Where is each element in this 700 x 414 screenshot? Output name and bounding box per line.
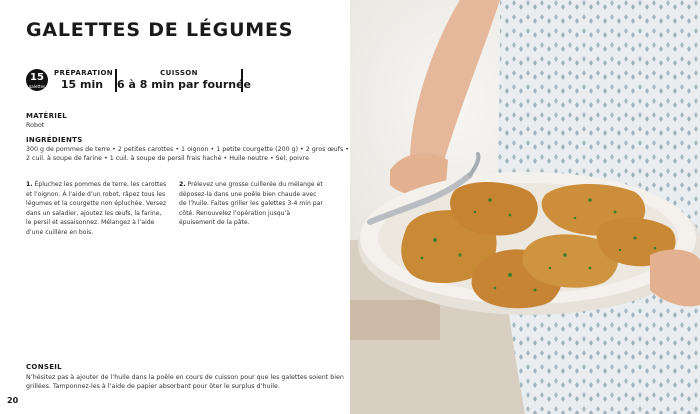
step-2-text: Prélevez une grosse cuillerée du mélange et déposez-la dans une poêle bien chaude avec de l’huile. Faites griller les galettes 3-4 min par côté. Renouvelez l’opération jusqu’à épuisement de la pâte. bbox=[179, 181, 323, 227]
servings-unit: galettes bbox=[28, 84, 46, 89]
conseil-line-1: N’hésitez pas à ajouter de l’huile dans la poêle en cours de cuisson pour que les galettes soient bien bbox=[26, 374, 344, 381]
step-2 bbox=[179, 180, 323, 228]
cooking-time bbox=[115, 69, 252, 92]
preparation-value: 15 min bbox=[60, 78, 104, 91]
wooden-board bbox=[350, 300, 440, 340]
ingredients-heading: INGRÉDIENTS bbox=[26, 136, 83, 144]
step-1 bbox=[26, 180, 168, 238]
step-1-text: Épluchez les pommes de terre, les carottes et l’oignon. À l’aide d’un robot, râpez tous les légumes et la courgette non épluchée. Versez dans un saladier, ajoutez les œufs, la farine, le persil et assaisonnez. Mélangez à l’aide d’une cuillère en bois. bbox=[26, 181, 167, 236]
ingredients-line-2: 2 cuil. à soupe de farine • 1 cuil. à soupe de persil frais haché • Huile neutre • Sel, poivre bbox=[26, 155, 309, 162]
cooking-label: CUISSON bbox=[160, 69, 198, 77]
cooking-value: 6 à 8 min par fournée bbox=[117, 78, 252, 91]
recipe-title: GALETTES DE LÉGUMES bbox=[26, 19, 294, 41]
preparation-time bbox=[54, 69, 114, 92]
conseil-heading: CONSEIL bbox=[26, 363, 62, 371]
servings-count: 15 bbox=[30, 72, 44, 83]
page-number: 20 bbox=[7, 396, 19, 405]
ingredients-line-1: 300 g de pommes de terre • 2 petites carottes • 1 oignon • 1 petite courgette (200 g) • 2 gros œufs • bbox=[26, 146, 350, 153]
step-1-number: 1. bbox=[26, 181, 33, 188]
conseil-line-2: grillées. Tamponnez-les à l’aide de papier absorbant pour ôter le surplus d’huile. bbox=[26, 383, 280, 390]
servings-badge bbox=[26, 69, 48, 91]
step-2-number: 2. bbox=[179, 181, 186, 188]
food-photo bbox=[350, 0, 700, 414]
preparation-label: PRÉPARATION bbox=[54, 69, 114, 77]
materiel-text: Robot bbox=[26, 122, 45, 129]
materiel-heading: MATÉRIEL bbox=[26, 112, 68, 120]
photo-illustration bbox=[350, 0, 700, 414]
